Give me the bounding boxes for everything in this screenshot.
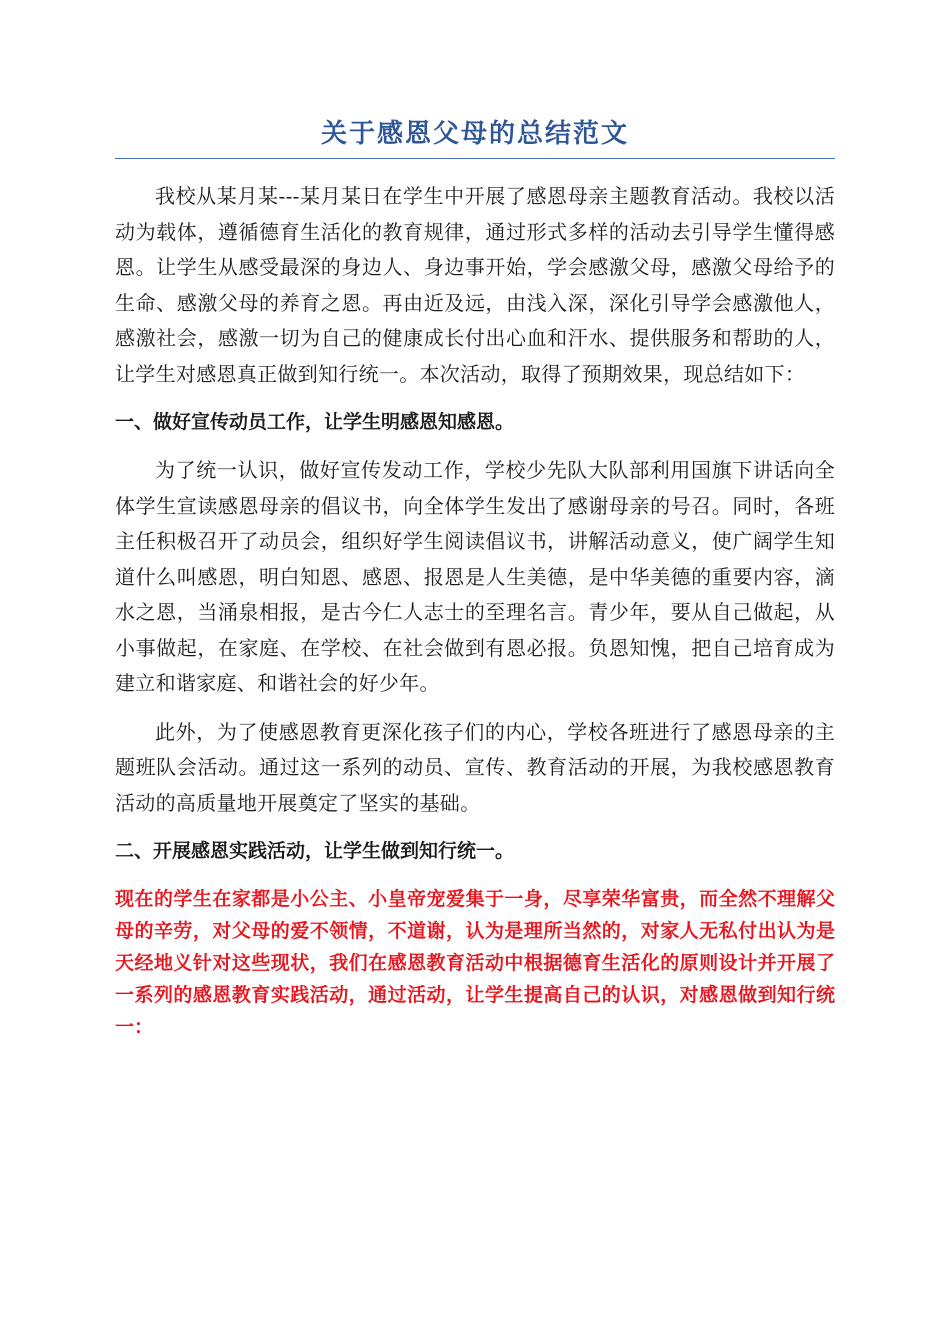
section-1-heading: 一、做好宣传动员工作，让学生明感恩知感恩。 — [115, 411, 515, 433]
section-2-heading: 二、开展感恩实践活动，让学生做到知行统一。 — [115, 840, 515, 862]
document-title: 关于感恩父母的总结范文 — [115, 112, 835, 159]
section-1-paragraph-2: 此外，为了使感恩教育更深化孩子们的内心，学校各班进行了感恩母亲的主题班队会活动。通过这一系列的动员、宣传、教育活动的开展，为我校感恩教育活动的高质量地开展奠定了坚实的基础。 — [115, 719, 835, 815]
document-page — [115, 112, 835, 1043]
section-2-highlight-paragraph: 现在的学生在家都是小公主、小皇帝宠爱集于一身，尽享荣华富贵，而全然不理解父母的辛劳，对父母的爱不领情，不道谢，认为是理所当然的，对家人无私付出认为是天经地义针对这些现状，我们在感恩教育活动中根据德育生活化的原则设计并开展了一系列的感恩教育实践活动，通过活动，让学生提高自己的认识，对感恩做到知行统一： — [115, 888, 835, 1038]
section-1-paragraph-1: 为了统一认识，做好宣传发动工作，学校少先队大队部利用国旗下讲话向全体学生宣读感恩母亲的倡议书，向全体学生发出了感谢母亲的号召。同时，各班主任积极召开了动员会，组织好学生阅读倡议书，讲解活动意义，使广阔学生知道什么叫感恩，明白知恩、感恩、报恩是人生美德，是中华美德的重要内容，滴水之恩，当涌泉相报，是古今仁人志士的至理名言。青少年，要从自己做起，从小事做起，在家庭、在学校、在社会做到有恩必报。负恩知愧，把自己培育成为建立和谐家庭、和谐社会的好少年。 — [115, 458, 835, 695]
intro-paragraph: 我校从某月某---某月某日在学生中开展了感恩母亲主题教育活动。我校以活动为载体，遵循德育生活化的教育规律，通过形式多样的活动去引导学生懂得感恩。让学生从感受最深的身边人、身边事开始，学会感激父母，感激父母给予的生命、感激父母的养育之恩。再由近及远，由浅入深，深化引导学会感激他人，感激社会，感激一切为自己的健康成长付出心血和汗水、提供服务和帮助的人，让学生对感恩真正做到知行统一。本次活动，取得了预期效果，现总结如下： — [115, 184, 835, 386]
